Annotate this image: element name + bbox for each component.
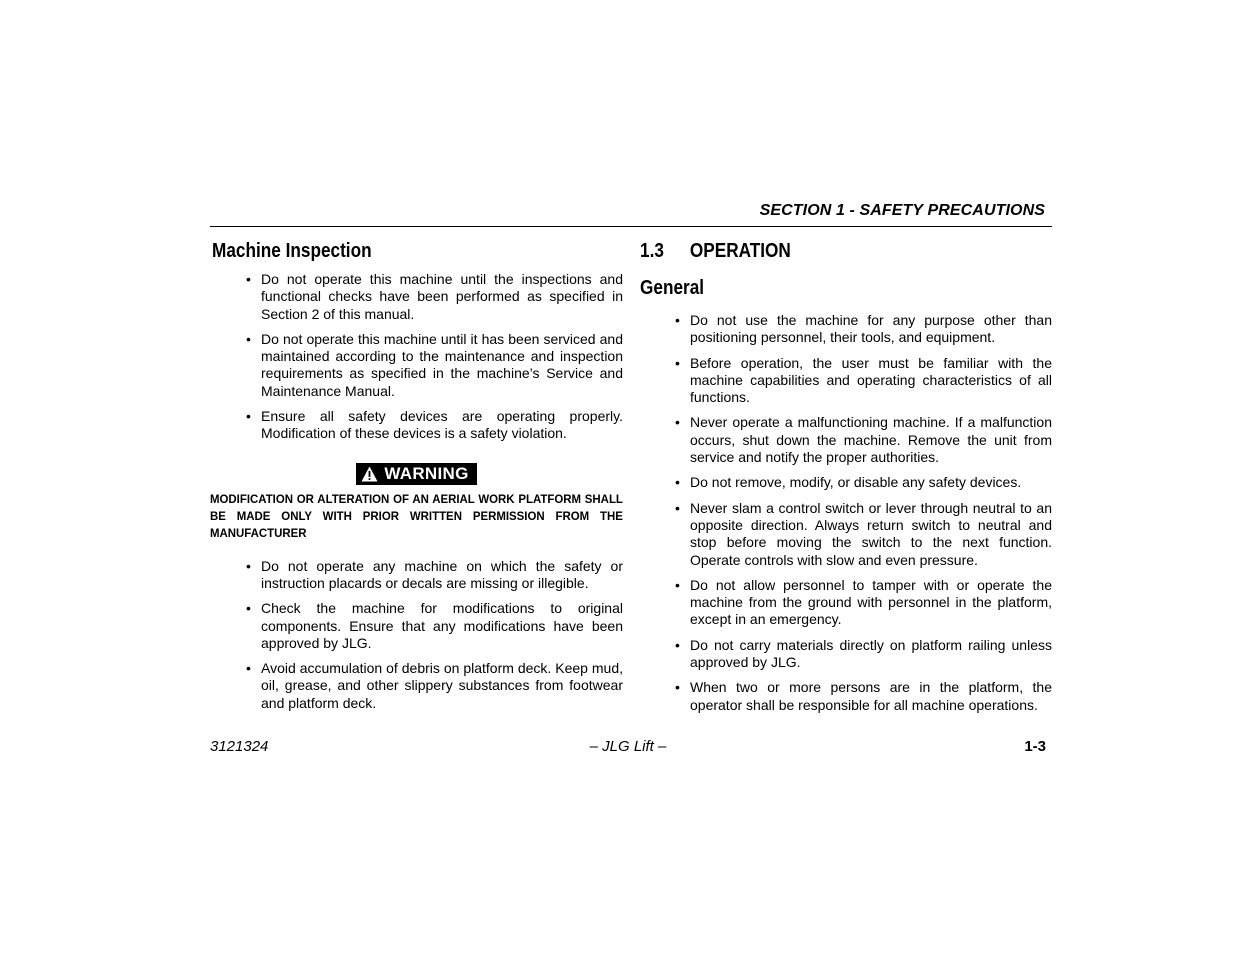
list-item: • Do not operate this machine until it has been serviced and maintained according to the maintenance and inspection requirements as specified in the machine’s Service and Maintenance Manual. (246, 330, 623, 399)
list-item: • Never operate a malfunctioning machine. If a malfunction occurs, shut down the machine. Remove the unit from service and notify the proper authorities. (675, 414, 1052, 466)
doc-number: 3121324 (210, 738, 269, 755)
list-item: • Before operation, the user must be familiar with the machine capabilities and operating characteristics of all functions. (675, 354, 1052, 406)
list-item: • Do not operate this machine until the inspections and functional checks have been performed as specified in Section 2 of this manual. (246, 271, 623, 322)
section-header (210, 198, 1052, 227)
section-name: OPERATION (689, 240, 791, 262)
list-item: • Do not operate any machine on which the safety or instruction placards or decals are missing or illegible. (246, 557, 623, 591)
list-item: • When two or more persons are in the platform, the operator shall be responsible for all machine operations. (675, 679, 1052, 713)
general-subheading: General (640, 277, 705, 299)
list-item: • Never slam a control switch or lever through neutral to an opposite direction. Always return switch to neutral and stop before moving the switch to the next function. Operate controls with slow and even pressure. (675, 499, 1052, 568)
inspection-list-bottom (246, 557, 623, 712)
section-number: 1.3 (640, 240, 664, 262)
operation-section-heading (640, 236, 994, 266)
list-item: • Check the machine for modifications to original components. Ensure that any modifications have been approved by JLG. (246, 600, 623, 651)
left-column (210, 236, 623, 720)
inspection-list-top (246, 271, 623, 443)
machine-inspection-heading: Machine Inspection (212, 240, 372, 262)
warning-triangle-icon (361, 466, 378, 482)
warning-badge (356, 463, 476, 485)
operation-list (675, 312, 1052, 714)
list-item: • Do not use the machine for any purpose other than positioning personnel, their tools, and equipment. (675, 312, 1052, 346)
warning-text: MODIFICATION OR ALTERATION OF AN AERIAL WORK PLATFORM SHALL BE MADE ONLY WITH PRIOR WRITTEN PERMISSION FROM THE MANUFACTURER (210, 491, 623, 540)
section-title: SECTION 1 - SAFETY PRECAUTIONS (759, 202, 1045, 219)
footer-center-text: – JLG Lift – (589, 738, 667, 755)
list-item: • Do not allow personnel to tamper with or operate the machine from the ground with personnel in the platform, except in an emergency. (675, 576, 1052, 628)
right-column (640, 236, 1052, 722)
list-item: • Do not remove, modify, or disable any safety devices. (675, 474, 1022, 491)
list-item: • Ensure all safety devices are operating properly. Modification of these devices is a safety violation. (246, 408, 623, 442)
warning-banner (210, 463, 623, 487)
page-number: 1-3 (1024, 738, 1046, 755)
warning-label: WARNING (384, 463, 469, 483)
list-item: • Do not carry materials directly on platform railing unless approved by JLG. (675, 636, 1052, 671)
page-footer (210, 738, 1046, 758)
list-item: • Avoid accumulation of debris on platform deck. Keep mud, oil, grease, and other slippery substances from footwear and platform deck. (246, 660, 623, 711)
